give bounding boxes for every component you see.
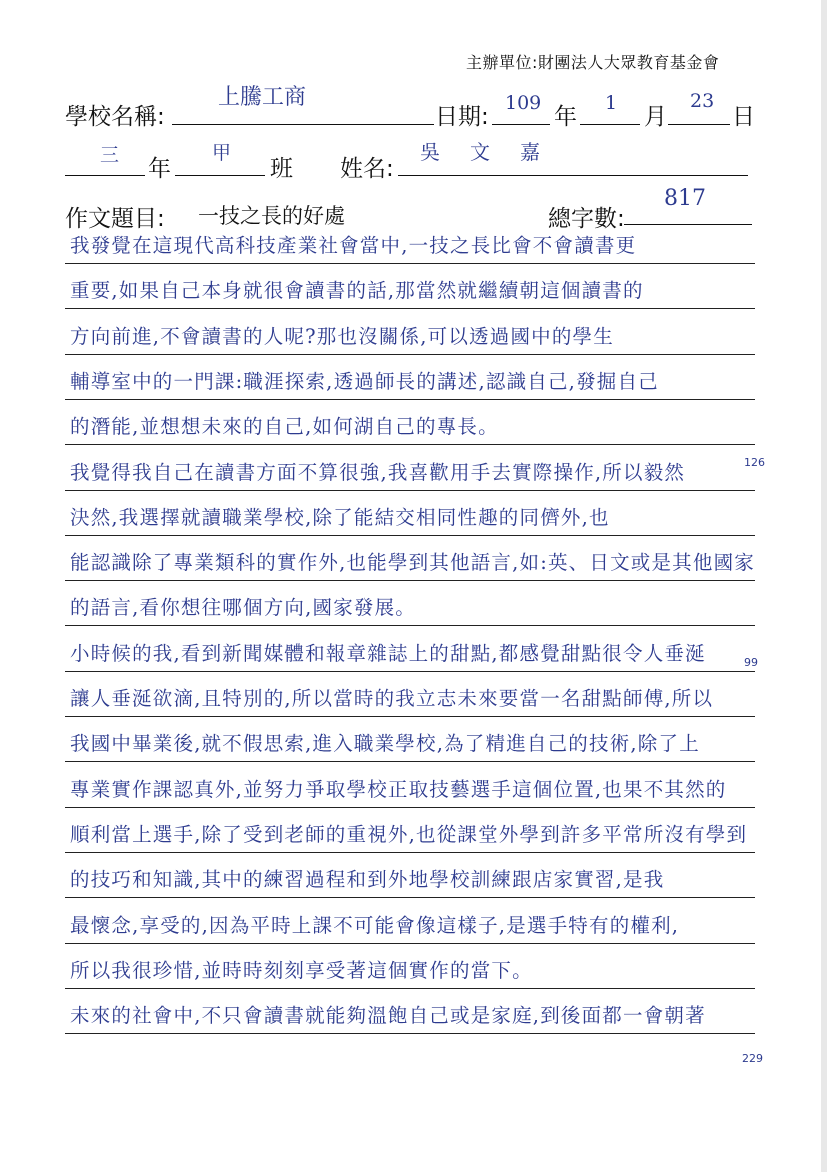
scan-edge: [821, 0, 827, 1172]
essay-line-text: 小時候的我,看到新聞媒體和報章雜誌上的甜點,都感覺甜點很令人垂涎: [70, 641, 706, 665]
name-underline: [398, 175, 748, 176]
essay-rule: [65, 852, 755, 853]
essay-rule: [65, 897, 755, 898]
year-label: 年: [554, 104, 577, 130]
essay-rule: [65, 354, 755, 355]
name-value: 吳文嘉: [420, 140, 570, 164]
month-label: 月: [644, 104, 667, 130]
month-value: 1: [605, 92, 618, 114]
essay-rule: [65, 988, 755, 989]
class-label: 班: [270, 156, 293, 182]
essay-line-text: 最懷念,享受的,因為平時上課不可能會像這樣子,是選手特有的權利,: [70, 913, 680, 937]
wordcount-label: 總字數:: [548, 206, 625, 232]
essay-line-text: 專業實作課認真外,並努力爭取學校正取技藝選手這個位置,也果不其然的: [70, 777, 727, 801]
essay-rule: [65, 444, 755, 445]
essay-line-text: 未來的社會中,不只會讀書就能夠溫飽自己或是家庭,到後面都一會朝著: [70, 1004, 706, 1028]
essay-line-text: 的語言,看你想往哪個方向,國家發展。: [70, 596, 416, 620]
wordcount-underline: [624, 224, 752, 225]
sponsor-text: 主辦單位:財團法人大眾教育基金會: [466, 53, 720, 72]
essay-rule: [65, 399, 755, 400]
essay-line-text: 順利當上選手,除了受到老師的重視外,也從課堂外學到許多平常所沒有學到: [70, 822, 748, 846]
essay-line-text: 所以我很珍惜,並時時刻刻享受著這個實作的當下。: [70, 958, 533, 982]
essay-rule: [65, 716, 755, 717]
paragraph-count: 99: [744, 656, 758, 669]
grade-value: 三: [100, 144, 120, 166]
grade-underline: [65, 175, 145, 176]
essay-line-text: 讓人垂涎欲滴,且特別的,所以當時的我立志未來要當一名甜點師傅,所以: [70, 687, 714, 710]
paragraph-count: 126: [744, 456, 765, 469]
day-underline: [668, 124, 730, 125]
essay-line-text: 決然,我選擇就讀職業學校,除了能結交相同性趣的同儕外,也: [70, 505, 610, 529]
essay-rule: [65, 308, 755, 309]
class-value: 甲: [212, 142, 232, 164]
class-underline: [175, 175, 265, 176]
topic-label: 作文題目:: [65, 206, 165, 232]
day-label: 日: [732, 104, 755, 130]
topic-value: 一技之長的好處: [198, 204, 345, 228]
school-value: 上騰工商: [218, 85, 307, 110]
essay-line-text: 我覺得我自己在讀書方面不算很強,我喜歡用手去實際操作,所以毅然: [70, 460, 686, 484]
paragraph-count: 229: [742, 1052, 763, 1065]
essay-line-text: 我發覺在這現代高科技產業社會當中,一技之長比會不會讀書更: [70, 234, 637, 257]
essay-rule: [65, 580, 755, 581]
year-value: 109: [505, 92, 542, 114]
essay-line-text: 的潛能,並想想未來的自己,如何湖自己的專長。: [70, 415, 499, 439]
essay-rule: [65, 490, 755, 491]
school-underline: [172, 124, 434, 125]
essay-rule: [65, 625, 755, 626]
year-underline: [492, 124, 550, 125]
month-underline: [580, 124, 640, 125]
essay-line-text: 能認識除了專業類科的實作外,也能學到其他語言,如:英、日文或是其他國家: [70, 551, 755, 575]
date-label: 日期:: [435, 104, 489, 130]
essay-line-text: 重要,如果自己本身就很會讀書的話,那當然就繼續朝這個讀書的: [70, 279, 644, 303]
essay-line-text: 輔導室中的一門課:職涯探索,透過師長的講述,認識自己,發掘自己: [70, 369, 659, 393]
school-label: 學校名稱:: [65, 104, 165, 130]
essay-rule: [65, 263, 755, 264]
essay-line-text: 我國中畢業後,就不假思索,進入職業學校,為了精進自己的技術,除了上: [70, 732, 700, 756]
essay-rule: [65, 535, 755, 536]
essay-rule: [65, 943, 755, 944]
grade-label: 年: [148, 156, 171, 182]
essay-line-text: 的技巧和知識,其中的練習過程和到外地學校訓練跟店家實習,是我: [70, 868, 665, 892]
wordcount-value: 817: [664, 186, 706, 211]
essay-rule: [65, 671, 755, 672]
essay-line-text: 方向前進,不會讀書的人呢?那也沒關係,可以透過國中的學生: [70, 324, 614, 348]
essay-rule: [65, 1033, 755, 1034]
name-label: 姓名:: [340, 156, 394, 182]
day-value: 23: [690, 90, 715, 112]
essay-rule: [65, 807, 755, 808]
essay-rule: [65, 761, 755, 762]
